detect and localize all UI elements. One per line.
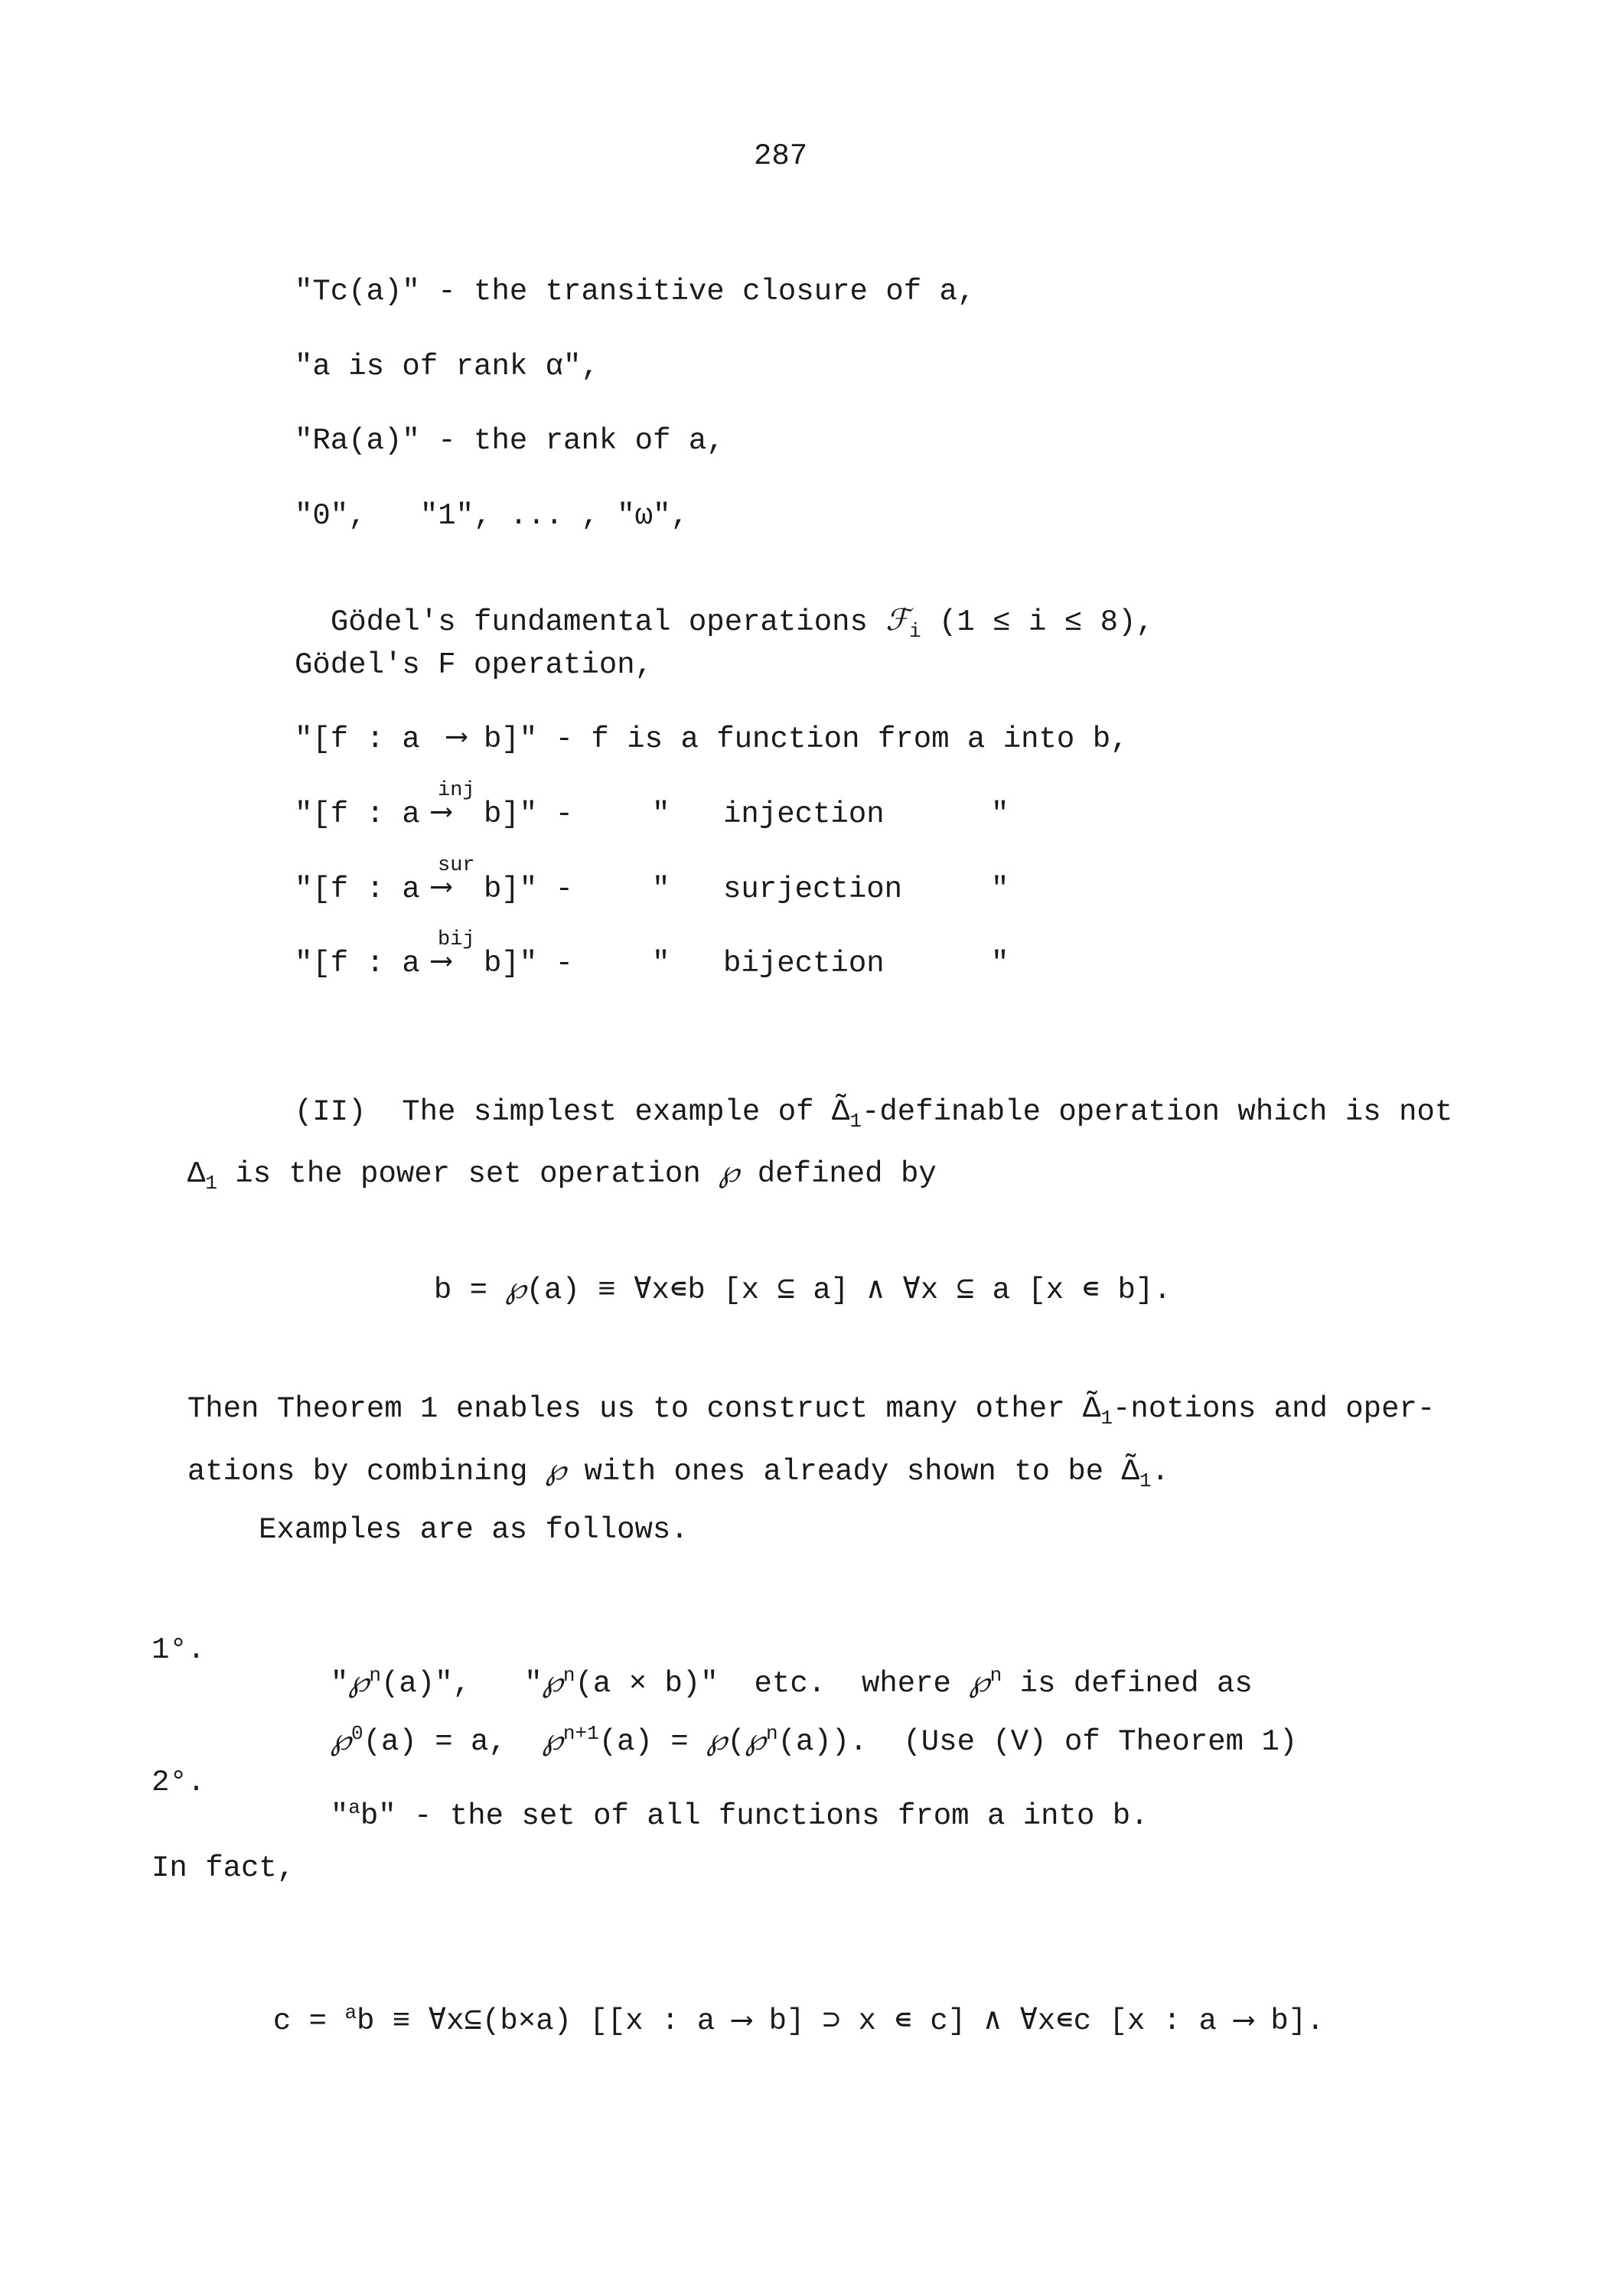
section-ii-text-d: defined by [739, 1157, 937, 1191]
notation-surjection-prefix: "[f : a [295, 872, 420, 906]
delta-subscript: 1 [205, 1171, 217, 1195]
section-ii-text-c: is the power set operation [217, 1157, 719, 1191]
function-arrow-icon: ⟶ [448, 721, 466, 755]
power-set-symbol: ℘ [745, 1723, 766, 1757]
delta-subscript: 1 [1100, 1406, 1113, 1430]
notation-function-suffix: b]" - f is a function from a into b, [484, 722, 1129, 756]
quote: " [330, 1799, 349, 1833]
power-set-symbol: ℘ [719, 1155, 740, 1189]
notation-injection-suffix: b]" - [484, 797, 574, 831]
surjection-ditto-1: " [652, 872, 670, 906]
delta-subscript: 1 [1139, 1469, 1152, 1492]
godel-fundamental-range: (1 ≤ i ≤ 8), [921, 605, 1154, 639]
surjection-ditto-2: " [991, 872, 1009, 906]
example-1-text: (a) = a, [363, 1725, 543, 1759]
script-f-symbol: ℱ [885, 603, 910, 638]
formula-text-b: (a) ≡ ∀x∊b [x ⊆ a] ∧ ∀x ⊆ a [x ∊ b]. [526, 1274, 1172, 1307]
superscript: n [765, 1722, 778, 1745]
delta-subscript: 1 [849, 1109, 862, 1133]
quote: " [330, 1667, 349, 1701]
injection-word: injection [723, 797, 885, 831]
example-1-text: is defined as [1002, 1667, 1253, 1701]
power-set-symbol: ℘ [505, 1271, 526, 1306]
example-1-text: ( [727, 1725, 745, 1759]
bijection-word: bijection [723, 947, 885, 980]
bijection-arrow-icon: ⟶ [432, 945, 451, 979]
example-1-line-1 [295, 1636, 1253, 1699]
injection-arrow-icon: ⟶ [432, 796, 451, 830]
power-set-symbol: ℘ [969, 1665, 990, 1699]
notation-godel-f: Gödel's F operation, [295, 648, 654, 682]
notation-ordinals: "0", "1", ... , "ω", [295, 499, 689, 533]
example-1-label: 1°. [152, 1633, 206, 1667]
delta-tilde-symbol: Δ̃ [1083, 1392, 1101, 1426]
theorem-text-c: ations by combining [187, 1455, 546, 1489]
example-1-text: (a) = [598, 1725, 707, 1759]
injection-ditto-1: " [652, 797, 670, 831]
delta-tilde-symbol: Δ̃ [1121, 1455, 1140, 1489]
superscript: 0 [351, 1722, 363, 1745]
superscript: n [369, 1664, 382, 1687]
example-1-line-2 [295, 1694, 1297, 1757]
superscript: n [989, 1664, 1002, 1687]
delta-symbol: Δ [187, 1157, 206, 1191]
script-f-subscript: i [909, 619, 921, 643]
theorem-para-line-2 [152, 1425, 1169, 1491]
godel-fundamental-text: Gödel's fundamental operations [330, 605, 886, 639]
injection-arrow-label: inj [438, 779, 475, 802]
function-set-formula [237, 1973, 1325, 2037]
power-set-symbol: ℘ [545, 1453, 567, 1487]
example-2-line [295, 1768, 1149, 1831]
injection-ditto-2: " [991, 797, 1009, 831]
formula-text-b: b ≡ ∀x⊆(b×a) [[x : a ⟶ b] ⊃ x ∊ c] ∧ ∀x∊c [x : a ⟶ b]. [357, 2004, 1325, 2038]
example-1-text: (a)", " [381, 1667, 543, 1701]
power-set-symbol: ℘ [348, 1665, 370, 1699]
example-2-label: 2°. [152, 1766, 206, 1799]
bijection-arrow-label: bij [438, 928, 475, 951]
example-1-text: (a × b)" etc. where [575, 1667, 970, 1701]
surjection-word: surjection [723, 872, 903, 906]
formula-text-a: b = [433, 1274, 506, 1307]
notation-injection-prefix: "[f : a [295, 797, 420, 831]
notation-rank-function: "Ra(a)" - the rank of a, [295, 424, 725, 458]
examples-intro: Examples are as follows. [259, 1513, 689, 1547]
example-1-text: (a)). (Use (V) of Theorem 1) [777, 1725, 1298, 1759]
delta-tilde-symbol: Δ̃ [831, 1095, 850, 1129]
notation-godel-fundamental [295, 576, 1154, 641]
page-number: 287 [754, 139, 808, 173]
power-set-symbol: ℘ [706, 1723, 728, 1757]
power-set-symbol: ℘ [542, 1665, 563, 1699]
notation-bijection-suffix: b]" - [484, 947, 574, 980]
example-2-text: b" - the set of all functions from a into b. [360, 1799, 1149, 1833]
section-ii-text-b: -definable operation which is not [861, 1095, 1453, 1129]
surjection-arrow-label: sur [438, 854, 475, 877]
section-ii-line-1 [259, 1068, 1452, 1131]
notation-transitive-closure: "Tc(a)" - the transitive closure of a, [295, 275, 976, 308]
surjection-arrow-icon: ⟶ [432, 871, 451, 905]
theorem-text-d: with ones already shown to be [566, 1455, 1122, 1489]
theorem-text-b: -notions and oper- [1113, 1392, 1436, 1426]
power-set-formula [398, 1244, 1172, 1306]
superscript: a [348, 1796, 360, 1819]
power-set-symbol: ℘ [542, 1723, 563, 1757]
theorem-para-line-1 [152, 1365, 1435, 1428]
section-ii-line-2 [152, 1127, 937, 1193]
section-ii-text-a: (II) The simplest example of [294, 1095, 832, 1129]
formula-text-a: c = [272, 2004, 345, 2038]
notation-rank-alpha: "a is of rank α", [295, 350, 599, 383]
superscript: n+1 [562, 1722, 599, 1745]
theorem-text-a: Then Theorem 1 enables us to construct many other [187, 1392, 1084, 1426]
theorem-text-e: . [1151, 1455, 1170, 1489]
power-set-symbol: ℘ [330, 1723, 352, 1757]
notation-function-prefix: "[f : a [295, 722, 420, 756]
superscript: n [562, 1664, 575, 1687]
bijection-ditto-1: " [652, 947, 670, 980]
bijection-ditto-2: " [991, 947, 1009, 980]
notation-surjection-suffix: b]" - [484, 872, 574, 906]
notation-bijection-prefix: "[f : a [295, 947, 420, 980]
superscript: a [344, 2001, 357, 2024]
in-fact-text: In fact, [152, 1851, 295, 1885]
